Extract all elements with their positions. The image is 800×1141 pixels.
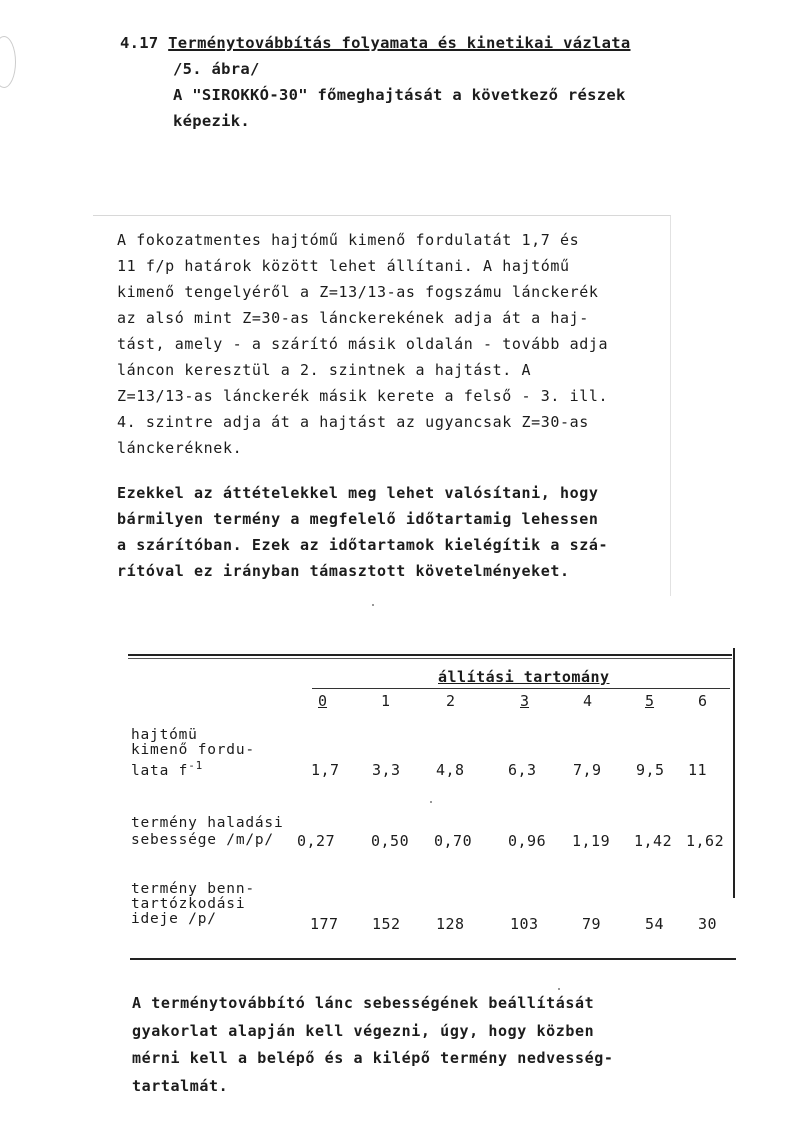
text-line: Ezekkel az áttételekkel meg lehet valósítani, hogy <box>117 484 599 502</box>
table-cell: 9,5 <box>636 761 665 779</box>
column-header-4: 4 <box>583 692 593 710</box>
text-line: gyakorlat alapján kell végezni, úgy, hogy közben <box>132 1021 595 1040</box>
text-line: láncon keresztül a 2. szintnek a hajtást. A <box>117 361 532 379</box>
table-cell: 54 <box>645 915 665 933</box>
column-header-0: 0 <box>318 692 328 710</box>
table-cell: 0,27 <box>297 832 336 850</box>
section-number: 4.17 <box>120 34 159 52</box>
row-label-line: hajtómü <box>131 727 198 743</box>
table-cell: 11 <box>688 761 708 779</box>
row-label-residence-time <box>131 882 255 927</box>
table-top-rule-thin <box>128 658 732 659</box>
table-cell: 1,7 <box>311 761 340 779</box>
punch-hole-mark <box>0 36 16 88</box>
paragraph-drive-description <box>117 227 677 461</box>
row-label-line: tartózkodási <box>131 896 246 912</box>
row-label-output-speed <box>131 728 255 779</box>
row-label-line: lata $f^{-1}$ <box>131 759 204 779</box>
table-cell: 4,8 <box>436 761 465 779</box>
exponent: -1 <box>188 759 204 772</box>
column-header-2: 2 <box>446 692 456 710</box>
scan-speck <box>372 604 374 606</box>
row-label-crop-velocity <box>131 815 283 849</box>
table-bottom-rule <box>130 958 736 960</box>
table-cell: 152 <box>372 915 401 933</box>
column-header-6: 6 <box>698 692 708 710</box>
section-heading <box>120 30 700 134</box>
row-label-line: termény benn- <box>131 881 255 897</box>
text-line: 11 f/p határok között lehet állítani. A hajtómű <box>117 257 570 275</box>
table-cell: 0,96 <box>508 832 547 850</box>
paragraph-chain-speed <box>132 990 692 1100</box>
scan-speck <box>430 801 432 803</box>
row-label-line: kimenő fordu- <box>131 742 255 758</box>
table-right-rule <box>733 648 735 898</box>
table-cell: 79 <box>582 915 602 933</box>
table-cell: 6,3 <box>508 761 537 779</box>
column-header-5: 5 <box>645 692 655 710</box>
heading-line-1 <box>120 30 700 56</box>
range-title: állítási tartomány <box>438 668 610 686</box>
text-line: kimenő tengelyéről a Z=13/13-as fogszámu lánckerék <box>117 283 599 301</box>
text-line: Z=13/13-as lánckerék másik kerete a felső - 3. ill. <box>117 387 609 405</box>
header-underline <box>312 688 730 689</box>
table-cell: 1,62 <box>686 832 725 850</box>
heading-line-3: A "SIROKKÓ-30" főmeghajtását a következő részek <box>173 86 626 104</box>
paragraph-transmission <box>117 480 677 584</box>
heading-line-4: képezik. <box>173 112 251 130</box>
text-line: rítóval ez irányban támasztott követelményeket. <box>117 562 570 580</box>
row-label-line: ideje /p/ <box>131 911 217 927</box>
text-line: lánckeréknek. <box>117 439 243 457</box>
table-cell: 7,9 <box>573 761 602 779</box>
table-cell: 128 <box>436 915 465 933</box>
column-header-3: 3 <box>520 692 530 710</box>
text-line: a szárítóban. Ezek az időtartamok kielégítik a szá- <box>117 536 609 554</box>
table-cell: 1,19 <box>572 832 611 850</box>
scan-speck <box>558 988 560 990</box>
figure-reference: /5. ábra/ <box>173 60 260 78</box>
text-line: az alsó mint Z=30-as lánckerekének adja át a haj- <box>117 309 589 327</box>
table-cell: 30 <box>698 915 718 933</box>
table-cell: 1,42 <box>634 832 673 850</box>
table-top-rule <box>128 654 732 656</box>
text-line: tást, amely - a szárító másik oldalán - tovább adja <box>117 335 609 353</box>
row-label-line: termény haladási <box>131 815 284 831</box>
text-line: A terménytovábbító lánc sebességének beállítását <box>132 994 595 1012</box>
text-line: mérni kell a belépő és a kilépő termény nedvesség- <box>132 1049 614 1067</box>
text-line: 4. szintre adja át a hajtást az ugyancsak Z=30-as <box>117 413 589 431</box>
table-cell: 0,70 <box>434 832 473 850</box>
row-label-line: sebessége /m/p/ <box>131 832 274 848</box>
text-line: tartalmát. <box>132 1076 229 1095</box>
table-cell: 103 <box>510 915 539 933</box>
table-cell: 177 <box>310 915 339 933</box>
section-title: Terménytovábbítás folyamata és kinetikai vázlata <box>168 34 631 52</box>
table-cell: 3,3 <box>372 761 401 779</box>
table-cell: 0,50 <box>371 832 410 850</box>
text-line: bármilyen termény a megfelelő időtartamig lehessen <box>117 510 599 528</box>
text-line: A fokozatmentes hajtómű kimenő fordulatát 1,7 és <box>117 231 580 249</box>
column-header-1: 1 <box>381 692 391 710</box>
